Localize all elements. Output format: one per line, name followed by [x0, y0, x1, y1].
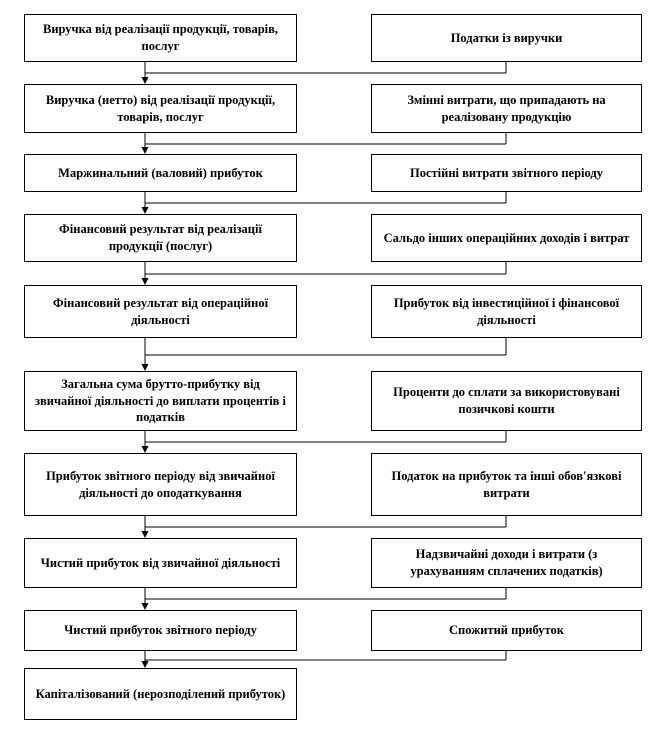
left-box-1: Виручка від реалізації продукції, товарів, послуг: [24, 14, 297, 62]
right-box-5: Прибуток від інвестиційної і фінансової діяльності: [371, 285, 642, 338]
right-box-4: Сальдо інших операційних доходів і витрат: [371, 214, 642, 262]
right-box-1: Податки із виручки: [371, 14, 642, 62]
right-box-9: Спожитий прибуток: [371, 610, 642, 651]
right-box-6: Проценти до сплати за використовувані позичкові кошти: [371, 371, 642, 431]
right-box-8: Надзвичайні доходи і витрати (з урахуванням сплачених податків): [371, 538, 642, 588]
left-box-3: Маржинальний (валовий) прибуток: [24, 154, 297, 192]
left-box-9: Чистий прибуток звітного періоду: [24, 610, 297, 651]
left-box-4: Фінансовий результат від реалізації продукції (послуг): [24, 214, 297, 262]
right-box-2: Змінні витрати, що припадають на реалізовану продукцію: [371, 84, 642, 133]
right-box-3: Постійні витрати звітного періоду: [371, 154, 642, 192]
left-box-7: Прибуток звітного періоду від звичайної діяльності до оподаткування: [24, 453, 297, 516]
left-box-5: Фінансовий результат від операційної діяльності: [24, 285, 297, 338]
right-box-7: Податок на прибуток та інші обов'язкові витрати: [371, 453, 642, 516]
left-box-6: Загальна сума брутто-прибутку від звичайної діяльності до виплати процентів і податків: [24, 371, 297, 431]
left-box-10: Капіталізований (нерозподілений прибуток): [24, 668, 297, 720]
left-box-2: Виручка (нетто) від реалізації продукції, товарів, послуг: [24, 84, 297, 133]
left-box-8: Чистий прибуток від звичайної діяльності: [24, 538, 297, 588]
